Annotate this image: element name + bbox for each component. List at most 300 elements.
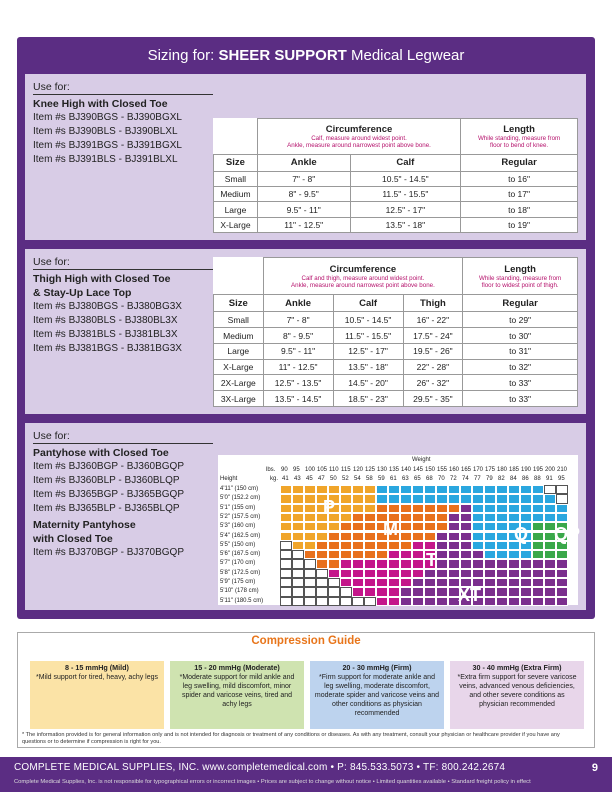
table-cell: 9.5" - 11" xyxy=(263,343,333,359)
size-cell xyxy=(304,504,316,513)
size-cell xyxy=(556,513,568,522)
size-cell xyxy=(376,504,388,513)
knee-high-size-table xyxy=(213,118,578,233)
size-cell xyxy=(304,587,316,596)
size-cell xyxy=(424,485,436,494)
size-cell xyxy=(496,550,508,559)
size-cell xyxy=(556,494,568,503)
height-tick: 5'0" (152.2 cm) xyxy=(220,495,261,502)
size-cell xyxy=(544,494,556,503)
table-cell: 11" - 12.5" xyxy=(257,217,350,232)
size-cell xyxy=(484,485,496,494)
size-cell xyxy=(292,597,304,606)
size-cell xyxy=(304,485,316,494)
size-label: P xyxy=(323,497,336,517)
table-row xyxy=(214,375,578,391)
kg-tick: 43 xyxy=(294,476,301,482)
size-cell xyxy=(472,541,484,550)
size-cell xyxy=(556,587,568,596)
size-cell xyxy=(292,494,304,503)
table-cell: 11.5" - 15.5" xyxy=(333,328,403,344)
size-cell xyxy=(412,559,424,568)
table-cell: 7" - 8" xyxy=(263,312,333,328)
size-cell xyxy=(364,597,376,606)
compression-description: *Moderate support for mild ankle and leg swelling, mild discomfort, minor spider and varicose veins, tired and achy legs xyxy=(179,674,295,708)
kg-tick: 70 xyxy=(438,476,445,482)
table-cell: Small xyxy=(214,171,258,186)
size-cell xyxy=(340,522,352,531)
item-number: Item #s BJ370BGP - BJ370BGQP xyxy=(33,547,184,558)
size-cell xyxy=(400,559,412,568)
table-cell: to 19" xyxy=(461,217,578,232)
size-cell xyxy=(304,494,316,503)
height-tick: 5'3" (160 cm) xyxy=(220,523,256,530)
table-cell: 19.5" - 26" xyxy=(403,343,463,359)
size-cell xyxy=(292,504,304,513)
size-cell xyxy=(400,513,412,522)
size-cell xyxy=(376,494,388,503)
size-cell xyxy=(400,550,412,559)
circumference-header: Circumference Calf and thigh, measure around widest point. Ankle, measure around narrowest point above bone. xyxy=(263,258,463,295)
size-cell xyxy=(484,559,496,568)
size-cell xyxy=(340,494,352,503)
table-row xyxy=(214,328,578,344)
size-cell xyxy=(436,550,448,559)
size-cell xyxy=(520,485,532,494)
size-cell xyxy=(412,587,424,596)
size-cell xyxy=(292,559,304,568)
size-cell xyxy=(424,578,436,587)
size-cell xyxy=(508,587,520,596)
size-label: Q xyxy=(514,524,529,544)
size-cell xyxy=(292,513,304,522)
size-cell xyxy=(472,485,484,494)
size-cell xyxy=(472,532,484,541)
size-cell xyxy=(556,569,568,578)
lbs-tick: 105 xyxy=(317,467,328,473)
size-cell xyxy=(376,485,388,494)
size-cell xyxy=(484,578,496,587)
size-cell xyxy=(316,587,328,596)
size-cell xyxy=(316,569,328,578)
size-cell xyxy=(280,494,292,503)
size-cell xyxy=(364,532,376,541)
size-cell xyxy=(448,569,460,578)
size-cell xyxy=(280,522,292,531)
size-cell xyxy=(340,541,352,550)
size-cell xyxy=(388,504,400,513)
size-cell xyxy=(340,578,352,587)
compression-description: *Firm support for moderate ankle and leg swelling, moderate discomfort, moderate spider and varicose veins and other conditions as physician recommended xyxy=(314,674,440,717)
table-cell: X-Large xyxy=(214,359,264,375)
compression-guide-title: Compression Guide xyxy=(251,635,361,647)
item-number: Item #s BJ391BGS - BJ391BGXL xyxy=(33,140,182,151)
size-cell xyxy=(412,504,424,513)
thigh-high-section xyxy=(25,249,586,414)
size-cell xyxy=(316,541,328,550)
table-row xyxy=(214,202,578,217)
size-cell xyxy=(292,569,304,578)
size-cell xyxy=(532,569,544,578)
use-for-label: Use for: xyxy=(33,80,213,95)
compression-box xyxy=(30,661,164,729)
table-cell: 11" - 12.5" xyxy=(263,359,333,375)
size-cell xyxy=(436,559,448,568)
table-cell: 14.5" - 20" xyxy=(333,375,403,391)
table-row xyxy=(214,391,578,407)
size-cell xyxy=(400,494,412,503)
size-cell xyxy=(328,522,340,531)
column-header: Calf xyxy=(350,155,461,172)
size-cell xyxy=(328,541,340,550)
size-cell xyxy=(544,485,556,494)
lbs-tick: 125 xyxy=(365,467,376,473)
size-cell xyxy=(352,559,364,568)
size-cell xyxy=(304,513,316,522)
table-cell: Small xyxy=(214,312,264,328)
compression-level: 15 - 20 mmHg (Moderate) xyxy=(194,663,280,672)
table-cell: to 29" xyxy=(463,312,578,328)
page-number: 9 xyxy=(591,762,598,774)
size-cell xyxy=(316,532,328,541)
size-cell xyxy=(412,569,424,578)
lbs-tick: 170 xyxy=(473,467,484,473)
size-cell xyxy=(352,494,364,503)
compression-box xyxy=(450,661,584,729)
size-cell xyxy=(508,559,520,568)
table-cell: X-Large xyxy=(214,217,258,232)
size-cell xyxy=(364,513,376,522)
height-tick: 5'7" (170 cm) xyxy=(220,560,256,567)
size-cell xyxy=(316,559,328,568)
size-cell xyxy=(460,569,472,578)
size-cell xyxy=(484,532,496,541)
size-cell xyxy=(352,513,364,522)
size-cell xyxy=(544,587,556,596)
size-cell xyxy=(412,485,424,494)
size-cell xyxy=(508,494,520,503)
size-cell xyxy=(496,485,508,494)
size-cell xyxy=(376,559,388,568)
size-cell xyxy=(436,597,448,606)
table-cell: 8" - 9.5" xyxy=(257,187,350,202)
size-cell xyxy=(292,532,304,541)
kg-tick: 88 xyxy=(534,476,541,482)
maternity-product-name: Maternity Pantyhose with Closed Toe xyxy=(33,519,136,545)
size-cell xyxy=(544,559,556,568)
lbs-tick: 90 xyxy=(281,467,288,473)
size-cell xyxy=(448,522,460,531)
kg-tick: 41 xyxy=(282,476,289,482)
lbs-tick: 145 xyxy=(413,467,424,473)
table-cell: 12.5" - 13.5" xyxy=(263,375,333,391)
size-cell xyxy=(520,550,532,559)
size-cell xyxy=(412,541,424,550)
size-cell xyxy=(376,578,388,587)
size-cell xyxy=(388,587,400,596)
size-cell xyxy=(388,578,400,587)
size-cell xyxy=(544,550,556,559)
kg-tick: 72 xyxy=(450,476,457,482)
size-cell xyxy=(328,559,340,568)
size-cell xyxy=(400,504,412,513)
size-cell xyxy=(364,504,376,513)
lbs-tick: 140 xyxy=(401,467,412,473)
size-cell xyxy=(304,532,316,541)
size-cell xyxy=(532,504,544,513)
item-number: Item #s BJ360BGP - BJ360BGQP xyxy=(33,461,184,472)
size-cell xyxy=(304,559,316,568)
table-cell: to 17" xyxy=(461,187,578,202)
size-cell xyxy=(484,550,496,559)
size-cell xyxy=(328,587,340,596)
size-cell xyxy=(436,569,448,578)
height-tick: 5'2" (157.5 cm) xyxy=(220,513,261,520)
size-cell xyxy=(376,550,388,559)
size-cell xyxy=(292,522,304,531)
size-cell xyxy=(484,504,496,513)
compression-box xyxy=(170,661,304,729)
size-cell xyxy=(364,578,376,587)
height-tick: 5'9" (175 cm) xyxy=(220,579,256,585)
size-cell xyxy=(508,597,520,606)
size-cell xyxy=(340,550,352,559)
size-cell xyxy=(484,597,496,606)
size-cell xyxy=(400,569,412,578)
size-cell xyxy=(496,541,508,550)
size-cell xyxy=(532,541,544,550)
kg-tick: 54 xyxy=(354,476,361,482)
size-cell xyxy=(448,550,460,559)
size-cell xyxy=(496,532,508,541)
size-cell xyxy=(556,485,568,494)
size-cell xyxy=(400,597,412,606)
table-row xyxy=(214,187,578,202)
lbs-tick: 160 xyxy=(449,467,460,473)
table-cell: 2X-Large xyxy=(214,375,264,391)
kg-tick: 91 xyxy=(546,476,553,482)
size-cell xyxy=(532,597,544,606)
table-cell: 29.5" - 35" xyxy=(403,391,463,407)
size-cell xyxy=(328,532,340,541)
size-cell xyxy=(424,504,436,513)
size-cell xyxy=(352,532,364,541)
item-number: Item #s BJ381BGS - BJ381BG3X xyxy=(33,343,182,354)
size-cell xyxy=(532,559,544,568)
item-number: Item #s BJ365BLP - BJ365BLQP xyxy=(33,503,180,514)
size-cell xyxy=(484,587,496,596)
table-cell: 12.5" - 17" xyxy=(333,343,403,359)
table-row xyxy=(214,359,578,375)
lbs-tick: 135 xyxy=(389,467,400,473)
size-cell xyxy=(496,587,508,596)
height-tick: 5'4" (162.5 cm) xyxy=(220,532,261,539)
height-tick: 5'1" (155 cm) xyxy=(220,504,256,511)
column-header: Calf xyxy=(333,295,403,312)
size-cell xyxy=(280,504,292,513)
size-cell xyxy=(328,550,340,559)
size-cell xyxy=(364,559,376,568)
size-cell xyxy=(364,541,376,550)
compression-level: 20 - 30 mmHg (Firm) xyxy=(342,663,412,672)
size-cell xyxy=(520,587,532,596)
size-cell xyxy=(484,494,496,503)
size-cell xyxy=(412,578,424,587)
size-cell xyxy=(436,485,448,494)
size-cell xyxy=(448,541,460,550)
sizing-frame xyxy=(17,37,595,619)
item-number: Item #s BJ391BLS - BJ391BLXL xyxy=(33,154,178,165)
size-cell xyxy=(424,494,436,503)
size-cell xyxy=(352,569,364,578)
size-cell xyxy=(520,504,532,513)
size-cell xyxy=(436,541,448,550)
size-cell xyxy=(400,578,412,587)
size-cell xyxy=(556,578,568,587)
size-cell xyxy=(412,494,424,503)
table-cell: 26" - 32" xyxy=(403,375,463,391)
kg-tick: 59 xyxy=(378,476,385,482)
lbs-tick: 120 xyxy=(353,467,364,473)
size-cell xyxy=(508,578,520,587)
size-cell xyxy=(556,504,568,513)
size-cell xyxy=(496,559,508,568)
size-cell xyxy=(328,597,340,606)
size-cell xyxy=(532,522,544,531)
size-cell xyxy=(520,494,532,503)
size-cell xyxy=(544,513,556,522)
size-cell xyxy=(556,550,568,559)
table-cell: 3X-Large xyxy=(214,391,264,407)
table-cell: to 33" xyxy=(463,375,578,391)
height-tick: 5'5" (150 cm) xyxy=(220,541,256,548)
table-cell: to 32" xyxy=(463,359,578,375)
size-cell xyxy=(496,569,508,578)
table-cell: 13.5" - 14.5" xyxy=(263,391,333,407)
size-cell xyxy=(424,513,436,522)
size-cell xyxy=(292,578,304,587)
table-cell: Medium xyxy=(214,187,258,202)
size-cell xyxy=(400,532,412,541)
size-cell xyxy=(292,550,304,559)
size-cell xyxy=(352,485,364,494)
knee-high-section xyxy=(25,74,586,240)
compression-level: 8 - 15 mmHg (Mild) xyxy=(65,663,129,672)
lbs-tick: 110 xyxy=(329,467,339,473)
lbs-tick: 100 xyxy=(305,467,316,473)
size-cell xyxy=(448,504,460,513)
size-cell xyxy=(316,522,328,531)
kg-label: kg. xyxy=(270,476,279,482)
size-cell xyxy=(436,532,448,541)
compression-level: 30 - 40 mmHg (Extra Firm) xyxy=(472,663,562,672)
size-cell xyxy=(472,569,484,578)
item-number: Item #s BJ380BLS - BJ380BL3X xyxy=(33,315,178,326)
size-cell xyxy=(352,578,364,587)
size-cell xyxy=(484,541,496,550)
size-cell xyxy=(508,485,520,494)
size-cell xyxy=(364,485,376,494)
product-name: Pantyhose with Closed Toe xyxy=(33,447,169,459)
weight-label: Weight xyxy=(412,457,431,463)
size-cell xyxy=(496,504,508,513)
lbs-tick: 210 xyxy=(557,467,568,473)
size-cell xyxy=(412,550,424,559)
size-cell xyxy=(304,578,316,587)
column-header: Thigh xyxy=(403,295,463,312)
size-cell xyxy=(352,587,364,596)
kg-tick: 65 xyxy=(414,476,421,482)
size-cell xyxy=(520,559,532,568)
size-cell xyxy=(496,494,508,503)
size-cell xyxy=(352,550,364,559)
size-cell xyxy=(448,559,460,568)
size-cell xyxy=(532,494,544,503)
lbs-label: lbs. xyxy=(266,467,276,473)
size-cell xyxy=(424,522,436,531)
item-number: Item #s BJ365BGP - BJ365BGQP xyxy=(33,489,184,500)
table-cell: 9.5" - 11" xyxy=(257,202,350,217)
size-cell xyxy=(484,522,496,531)
size-cell xyxy=(328,569,340,578)
size-cell xyxy=(280,541,292,550)
size-cell xyxy=(424,541,436,550)
size-cell xyxy=(556,559,568,568)
size-cell xyxy=(544,597,556,606)
table-cell: to 16" xyxy=(461,171,578,186)
compression-guide xyxy=(17,632,595,748)
size-cell xyxy=(316,597,328,606)
size-cell xyxy=(460,532,472,541)
size-cell xyxy=(280,513,292,522)
kg-tick: 61 xyxy=(390,476,397,482)
size-cell xyxy=(388,541,400,550)
size-cell xyxy=(388,597,400,606)
size-cell xyxy=(340,504,352,513)
size-cell xyxy=(340,513,352,522)
item-number: Item #s BJ381BLS - BJ381BL3X xyxy=(33,329,178,340)
lbs-tick: 185 xyxy=(509,467,520,473)
kg-tick: 79 xyxy=(486,476,493,482)
size-cell xyxy=(304,569,316,578)
size-cell xyxy=(460,494,472,503)
kg-tick: 74 xyxy=(462,476,469,482)
size-cell xyxy=(508,569,520,578)
size-label: T xyxy=(426,550,437,570)
size-cell xyxy=(364,494,376,503)
size-cell xyxy=(460,485,472,494)
kg-tick: 52 xyxy=(342,476,349,482)
size-cell xyxy=(280,550,292,559)
table-cell: 12.5" - 17" xyxy=(350,202,461,217)
thigh-high-size-table xyxy=(213,257,578,407)
size-cell xyxy=(472,522,484,531)
product-name: Thigh High with Closed Toe & Stay-Up Lace Top xyxy=(33,273,171,299)
use-for-label: Use for: xyxy=(33,429,213,444)
lbs-tick: 130 xyxy=(377,467,388,473)
lbs-tick: 150 xyxy=(425,467,436,473)
item-number: Item #s BJ390BGS - BJ390BGXL xyxy=(33,112,182,123)
size-cell xyxy=(400,522,412,531)
lbs-tick: 175 xyxy=(485,467,496,473)
height-tick: 5'8" (172.5 cm) xyxy=(220,569,261,576)
table-row xyxy=(214,343,578,359)
size-cell xyxy=(280,587,292,596)
size-cell xyxy=(436,522,448,531)
lbs-tick: 115 xyxy=(341,467,351,473)
size-cell xyxy=(460,513,472,522)
size-cell xyxy=(472,513,484,522)
